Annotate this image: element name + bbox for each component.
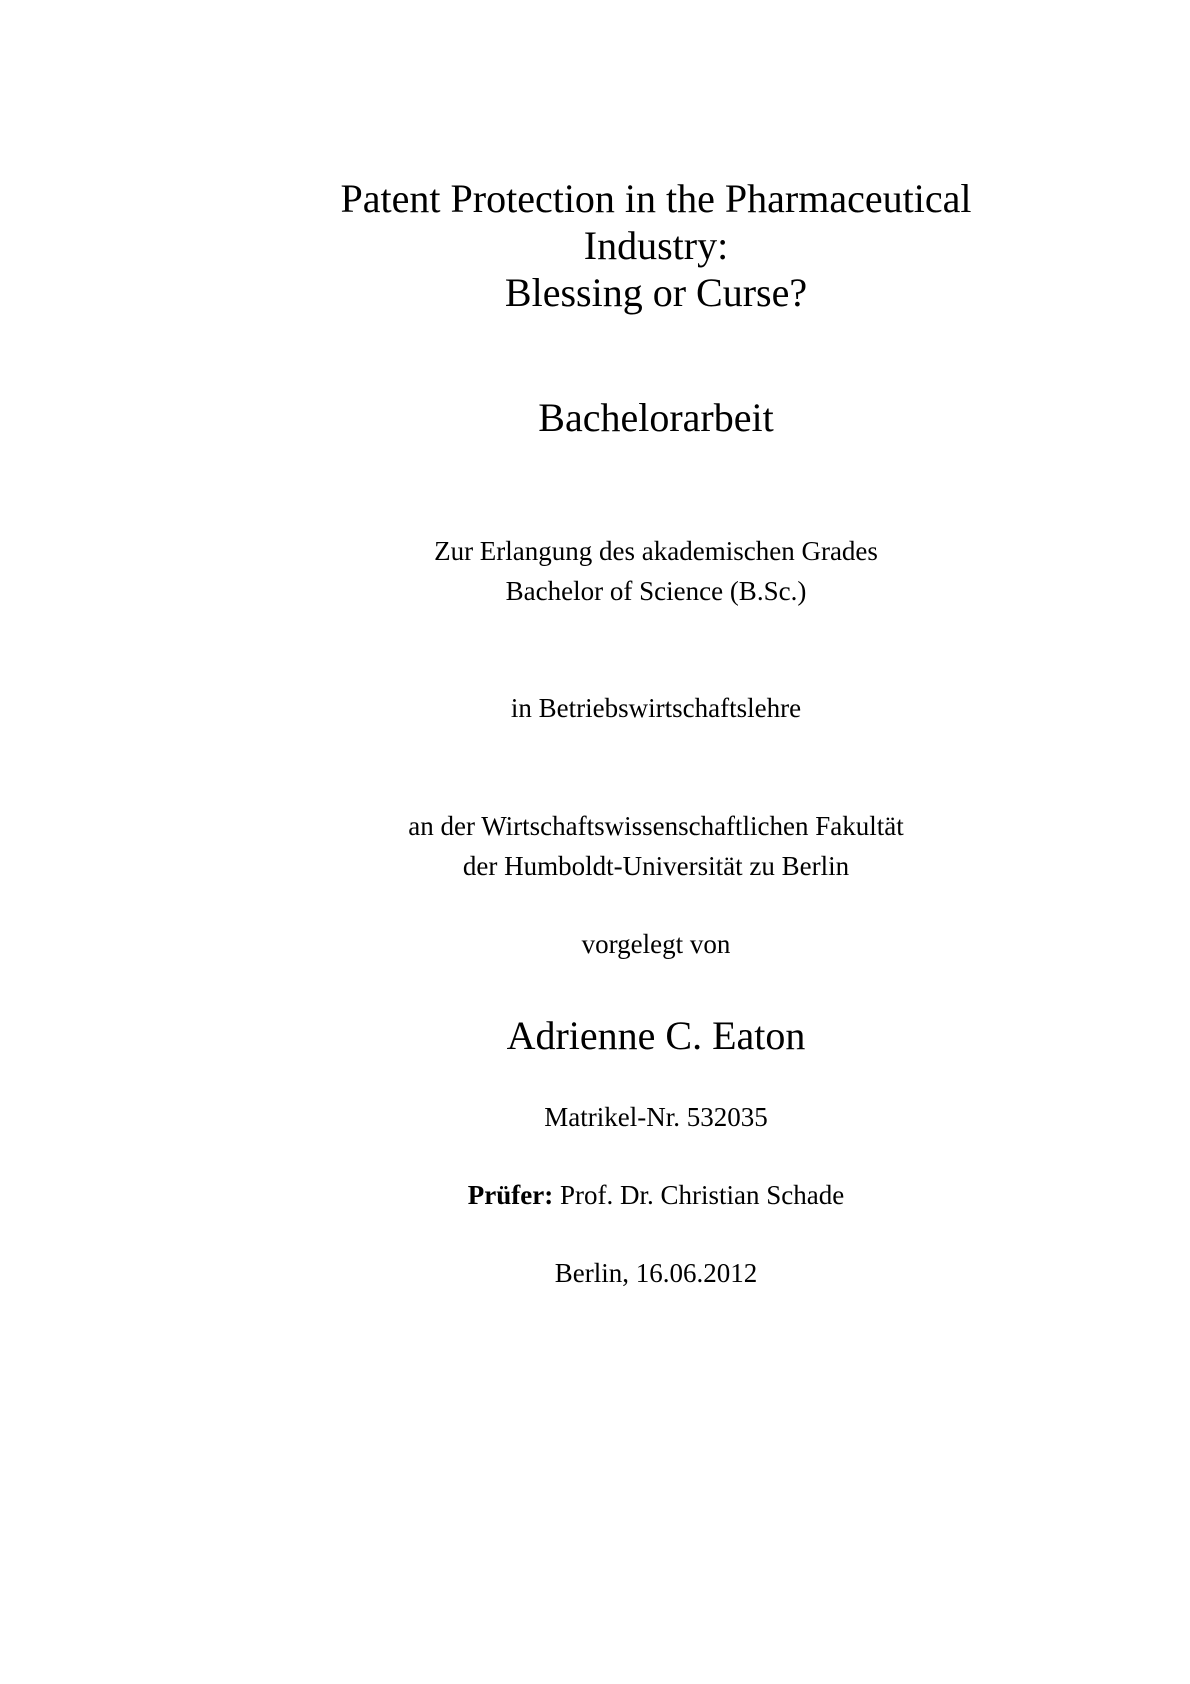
thesis-title-line-2: Industry:	[583, 223, 729, 268]
degree-line-2: Bachelor of Science (B.Sc.)	[505, 576, 807, 606]
thesis-title-line-1: Patent Protection in the Pharmaceutical	[340, 176, 972, 221]
examiner-name: Prof. Dr. Christian Schade	[559, 1180, 845, 1210]
field-of-study: in Betriebswirtschaftslehre	[510, 693, 802, 723]
thesis-type: Bachelorarbeit	[538, 395, 774, 440]
matriculation-number: Matrikel-Nr. 532035	[544, 1102, 768, 1132]
author-name: Adrienne C. Eaton	[506, 1013, 806, 1058]
submitted-by-label: vorgelegt von	[581, 929, 731, 959]
institution-line-2: der Humboldt-Universität zu Berlin	[462, 851, 850, 881]
examiner	[160, 1182, 1152, 1209]
degree-line-1: Zur Erlangung des akademischen Grades	[434, 536, 878, 566]
thesis-title-line-3: Blessing or Curse?	[504, 270, 808, 315]
institution-line-1: an der Wirtschaftswissenschaftlichen Fakultät	[408, 811, 904, 841]
examiner-label: Prüfer:	[467, 1180, 554, 1210]
place-and-date: Berlin, 16.06.2012	[554, 1258, 758, 1288]
